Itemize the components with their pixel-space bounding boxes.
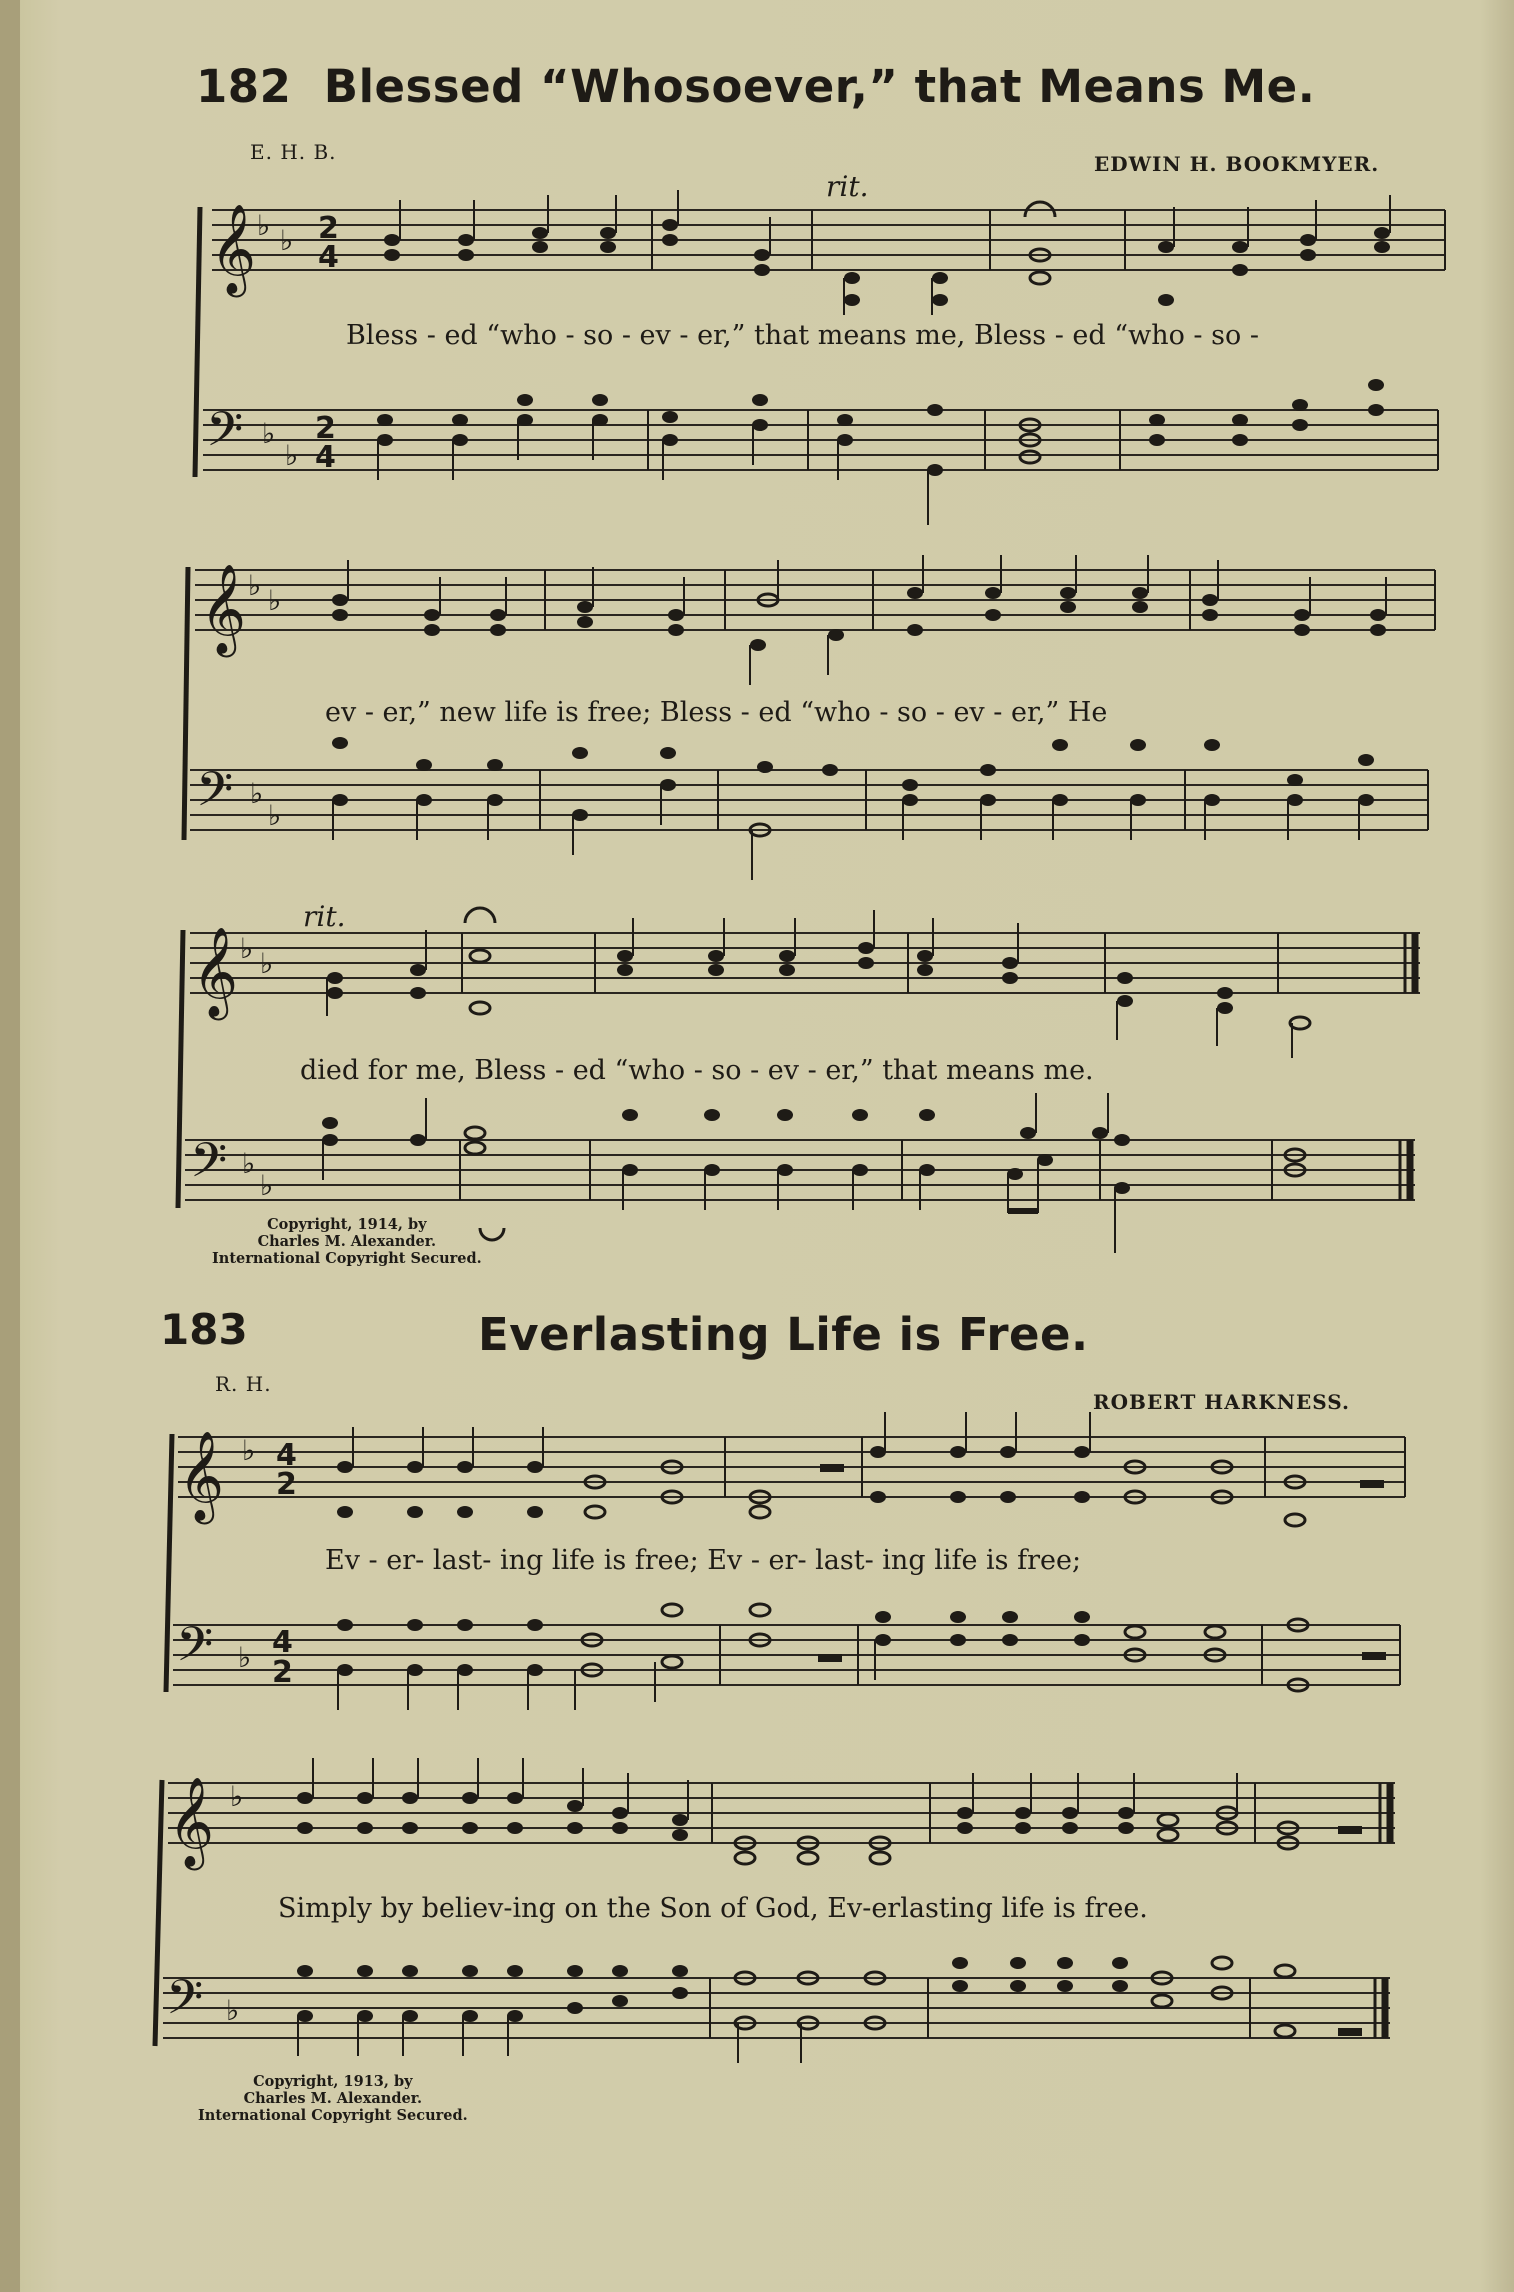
hymn-183-lyric-1: Ev - er- last- ing life is free; Ev - er- last- ing life is free; [325,1545,1082,1576]
svg-text:𝄞: 𝄞 [192,927,239,1017]
svg-text:♭: ♭ [285,439,299,472]
svg-text:4: 4 [318,240,339,275]
hymn-182-copyright: Copyright, 1914, by Charles M. Alexander. International Copyright Secured. [212,1216,482,1267]
hymn-182-lyric-1: Bless - ed “who - so - ev - er,” that means me, Bless - ed “who - so - [346,320,1259,351]
hymn-182-number: 182 [196,60,292,113]
svg-text:♭: ♭ [240,932,254,965]
svg-text:4: 4 [276,1438,297,1473]
hymn-183-number: 183 [160,1305,248,1354]
ritardando-marking: rit. [826,170,869,203]
hymn-182-heading [196,60,1315,113]
svg-text:𝄢: 𝄢 [190,1132,228,1200]
hymn-183-copyright: Copyright, 1913, by Charles M. Alexander. International Copyright Secured. [198,2073,468,2124]
hymn-183-lyric-2: Simply by believ-ing on the Son of God, Ev-erlasting life is free. [278,1893,1148,1924]
hymn-183-system-2 [0,1768,1514,2088]
bass-clef-icon: 𝄢 [206,401,244,469]
svg-text:♭: ♭ [257,209,271,242]
svg-text:2: 2 [272,1655,293,1690]
svg-text:♭: ♭ [242,1434,256,1467]
svg-text:2: 2 [276,1467,297,1502]
svg-text:𝄢: 𝄢 [166,1969,204,2037]
svg-text:♭: ♭ [226,1994,240,2027]
svg-text:♭: ♭ [238,1641,252,1674]
svg-text:♭: ♭ [268,584,282,617]
svg-text:𝄢: 𝄢 [176,1616,214,1684]
svg-text:♭: ♭ [268,799,282,832]
svg-text:♭: ♭ [250,777,264,810]
hymn-182-composer: EDWIN H. BOOKMYER. [1094,152,1380,176]
hymn-182-lyricist: E. H. B. [250,140,337,164]
svg-text:𝄢: 𝄢 [196,761,234,829]
svg-text:𝄞: 𝄞 [168,1777,215,1867]
hymn-183-title: Everlasting Life is Free. [478,1308,1089,1361]
svg-text:4: 4 [315,440,336,475]
svg-text:♭: ♭ [262,417,276,450]
svg-text:4: 4 [272,1625,293,1660]
svg-text:♭: ♭ [260,947,274,980]
hymn-182-system-1 [0,195,1514,515]
svg-text:♭: ♭ [242,1147,256,1180]
svg-text:♭: ♭ [248,569,262,602]
hymn-183-lyricist: R. H. [215,1372,272,1396]
svg-text:𝄞: 𝄞 [200,564,247,654]
svg-text:2: 2 [315,411,336,446]
svg-text:♭: ♭ [230,1780,244,1813]
hymn-183-composer: ROBERT HARKNESS. [1093,1390,1350,1414]
hymn-182-lyric-2: ev - er,” new life is free; Bless - ed “who - so - ev - er,” He [325,697,1108,728]
svg-text:2: 2 [318,211,339,246]
ritardando-marking-2: rit. [303,900,346,933]
hymn-183-system-1 [0,1422,1514,1742]
svg-text:♭: ♭ [260,1169,274,1202]
svg-text:𝄞: 𝄞 [178,1431,225,1521]
svg-text:♭: ♭ [280,224,294,257]
hymn-182-lyric-3: died for me, Bless - ed “who - so - ev - er,” that means me. [300,1055,1094,1086]
hymn-182-title: Blessed “Whosoever,” that Means Me. [323,60,1316,113]
treble-clef-icon: 𝄞 [210,204,257,294]
